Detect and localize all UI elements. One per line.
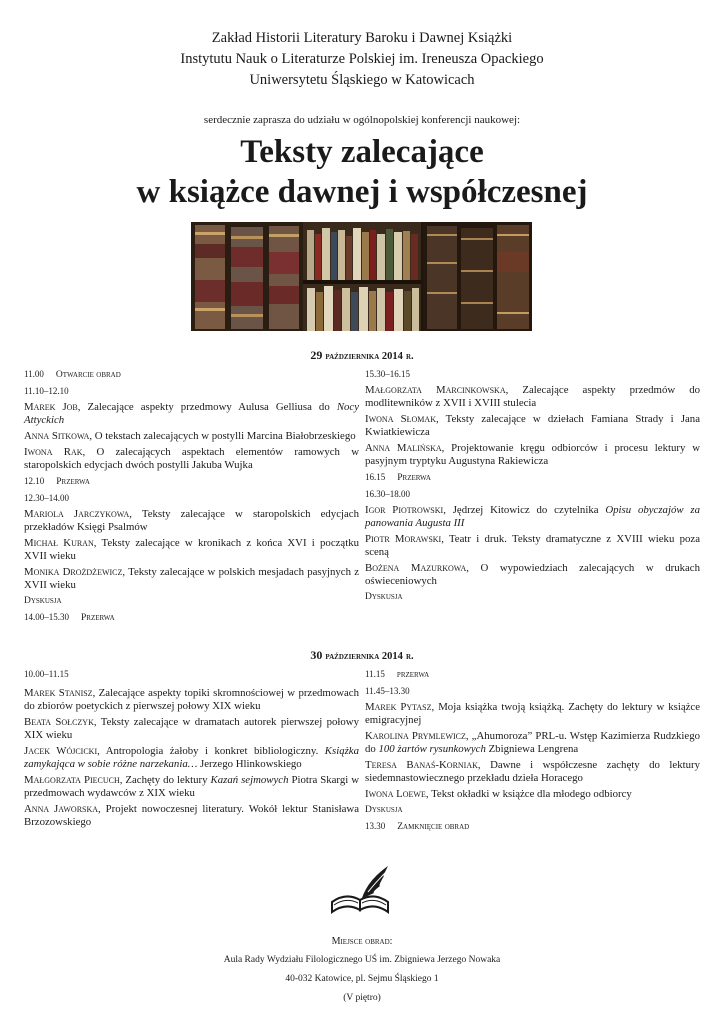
venue-line-1: Aula Rady Wydziału Filologicznego UŚ im. Zbigniewa Jerzego Nowaka [223,955,501,965]
talk-entry: Jacek Wójcicki, Antropologia żałoby i konkret bibliologiczny. Książka zamykająca w sobie różne narzekania… Jerzego Hlinkowskiego [24,745,359,770]
winged-book-icon [326,862,396,917]
talk-entry: Anna Malińska, Projektowanie kręgu odbiorców i procesu lektury w pasyjnym tryptyku Augustyna Rakiewicza [365,442,700,467]
talk-entry: Małgorzata Piecuch, Zachęty do lektury Kazań sejmowych Piotra Skargi w przedmowach wydawców z XIX wieku [24,774,360,799]
discussion-label: Dyskusja [365,805,403,815]
talk-entry: Karolina Prymlewicz, „Ahumoroza” PRL-u. Wstęp Kazimierza Rudzkiego do 100 żartów rysunkowych Zbigniewa Lengrena [365,730,700,755]
venue-line-2: 40-032 Katowice, pl. Sejmu Śląskiego 1 [285,974,439,984]
talk-entry: Teresa Banaś-Korniak, Dawne i współczesne zachęty do lektury siedemnastowiecznego przekładu dzieła Horacego [365,759,700,784]
title-line-2: w książce dawnej i współczesnej [136,174,588,210]
talk-entry: Monika Drożdżewicz, Teksty zalecające w polskich mesjadach pasyjnych z XVII wieku [24,566,359,591]
time-slot: 11.00 Otwarcie obrad [24,369,121,380]
talk-entry: Beata Sołczyk, Teksty zalecające w dramatach autorek pierwszej połowy XIX wieku [24,716,359,741]
organizer-line-2: Instytutu Nauk o Literaturze Polskiej im. Ireneusza Opackiego [180,51,544,67]
day-1-month: października 2014 [325,351,403,362]
time-slot: 10.00–11.15 [24,669,69,679]
day-2-number: 30 [310,648,323,662]
time-slot: 13.30 Zamknięcie obrad [365,821,470,832]
day-1-heading [0,348,724,363]
time-slot: 16.15 Przerwa [365,472,431,483]
talk-entry: Mariola Jarczykowa, Teksty zalecające w staropolskich edycjach przekładów Księgi Psalmów [24,508,359,533]
time-slot: 15.30–16.15 [365,369,410,379]
organizer-line-1: Zakład Historii Literatury Baroku i Dawnej Książki [211,30,513,46]
bookshelf-illustration [191,222,532,331]
time-slot: 12.30–14.00 [24,493,69,503]
talk-entry: Igor Piotrowski, Jędrzej Kitowicz do czytelnika Opisu obyczajów za panowania Augusta III [365,504,700,529]
time-slot: 11.10–12.10 [24,386,69,396]
talk-entry: Anna Jaworska, Projekt nowoczesnej literatury. Wokół lektur Stanisława Brzozowskiego [24,803,359,828]
venue-line-3: (V piętro) [343,993,381,1003]
venue-heading: Miejsce obrad: [331,936,393,947]
organizer-header [0,28,724,91]
day-1-suffix: r. [405,351,414,362]
bookshelf-photo [191,222,532,331]
day-2-month: października 2014 [325,651,403,662]
time-slot: 12.10 Przerwa [24,476,90,487]
talk-entry: Michał Kuran, Teksty zalecające w kronikach z końca XVI i początku XVII wieku [24,537,359,562]
time-slot: 14.00–15.30 Przerwa [24,612,115,623]
title-line-1: Teksty zalecające [240,134,484,170]
day-2-right-column [365,668,700,837]
day-1-number: 29 [310,348,323,362]
day-2-left-column [24,668,359,832]
venue-info [0,932,724,1008]
talk-entry: Iwona Loewe, Tekst okładki w książce dla młodego odbiorcy [365,788,632,800]
discussion-label: Dyskusja [365,592,403,602]
talk-entry: Piotr Morawski, Teatr i druk. Teksty dramatyczne z XVIII wieku poza sceną [365,533,700,558]
talk-entry: Bożena Mazurkowa, O wypowiedziach zalecających w drukach oświeceniowych [365,562,700,587]
day-1-left-column [24,368,359,628]
day-2-heading [0,648,724,663]
organizer-line-3: Uniwersytetu Śląskiego w Katowicach [249,72,475,88]
day-1-right-column [365,368,700,607]
time-slot: 11.45–13.30 [365,686,410,696]
talk-entry: Małgorzata Marcinkowska, Zalecające aspekty przedmów do modlitewników z XVII i XVIII stulecia [365,384,700,409]
invitation-text: serdecznie zaprasza do udziału w ogólnopolskiej konferencji naukowej: [203,114,521,126]
time-slot: 16.30–18.00 [365,489,410,499]
talk-entry: Marek Pytasz, Moja książka twoją książką. Zachęty do lektury w książce emigracyjnej [365,701,701,726]
talk-entry: Iwona Słomak, Teksty zalecające w dziełach Famiana Strady i Jana Kwiatkiewicza [365,413,701,438]
discussion-label: Dyskusja [24,596,62,606]
talk-entry: Anna Sitkowa, O tekstach zalecających w postylli Marcina Białobrzeskiego [24,430,356,442]
talk-entry: Iwona Rak, O zalecających aspektach elementów ramowych w staropolskich edycjach dwóch postylli Jakuba Wujka [24,446,359,471]
day-2-suffix: r. [405,651,414,662]
conference-title [0,132,724,212]
time-slot: 11.15 przerwa [365,669,430,680]
talk-entry: Marek Job, Zalecające aspekty przedmowy Aulusa Gelliusa do Nocy Attyckich [24,401,359,426]
talk-entry: Marek Stanisz, Zalecające aspekty topiki skromnościowej w przedmowach do zbiorów poetyckich z pierwszej połowy XIX wieku [24,687,359,712]
